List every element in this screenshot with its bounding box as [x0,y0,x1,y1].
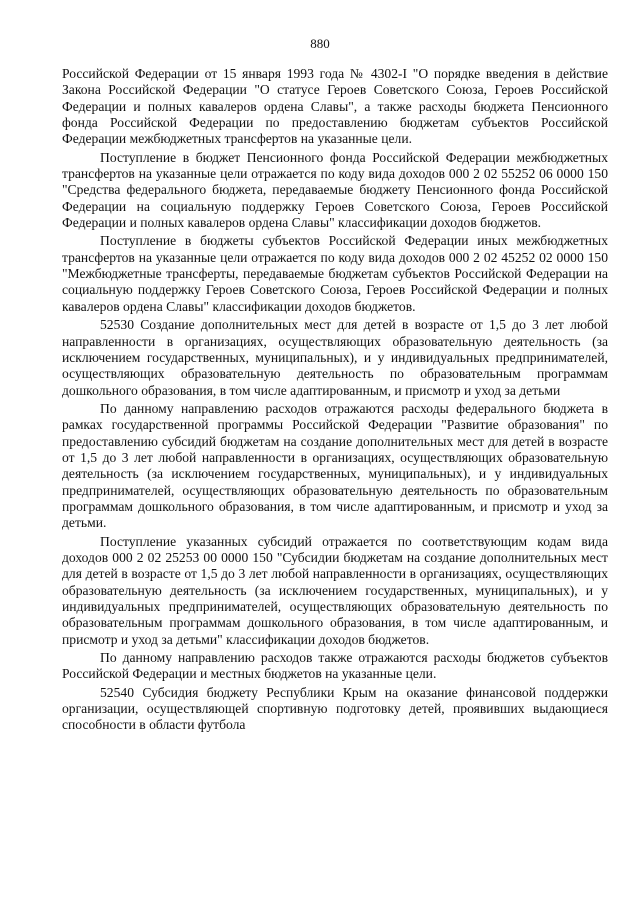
paragraph-3: Поступление в бюджеты субъектов Российской Федерации иных межбюджетных трансфертов на указанные цели отражается по коду вида доходов 000 2 02 45252 02 0000 150 "Межбюджетные трансферты, передаваемые бюджетам субъектов Российской Федерации на социальную поддержку Героев Советского Союза, Героев Российской Федерации и полных кавалеров ордена Славы" классификации доходов бюджетов. [62,233,608,314]
paragraph-7: По данному направлению расходов также отражаются расходы бюджетов субъектов Российской Федерации и местных бюджетов на указанные цели. [62,650,608,682]
document-body [62,66,608,736]
paragraph-4-heading-52530: 52530 Создание дополнительных мест для детей в возрасте от 1,5 до 3 лет любой направленности в организациях, осуществляющих образовательную деятельность (за исключением государственных, муниципальных), и у индивидуальных предпринимателей, осуществляющих образовательную деятельность по образовательным программам дошкольного образования, в том числе адаптированным, и присмотр и уход за детьми [62,317,608,398]
paragraph-8-heading-52540: 52540 Субсидия бюджету Республики Крым на оказание финансовой поддержки организации, осуществляющей спортивную подготовку детей, проявивших выдающиеся способности в области футбола [62,684,608,733]
paragraph-6: Поступление указанных субсидий отражается по соответствующим кодам вида доходов 000 2 02 25253 00 0000 150 "Субсидии бюджетам на создание дополнительных мест для детей в возрасте от 1,5 до 3 лет любой направленности в организациях, осуществляющих образовательную деятельность (за исключением государственных, муниципальных), и у индивидуальных предпринимателей, осуществляющих образовательную деятельность по образовательным программам дошкольного образования, в том числе адаптированным, и присмотр и уход за детьми" классификации доходов бюджетов. [62,533,608,647]
page-number: 880 [310,36,330,51]
paragraph-2: Поступление в бюджет Пенсионного фонда Российской Федерации межбюджетных трансфертов на указанные цели отражается по коду вида доходов 000 2 02 55252 06 0000 150 "Средства федерального бюджета, передаваемые бюджету Пенсионного фонда Российской Федерации на социальную поддержку Героев Советского Союза, Героев Российской Федерации и полных кавалеров ордена Славы" классификации доходов бюджетов. [62,149,608,231]
paragraph-5: По данному направлению расходов отражаются расходы федерального бюджета в рамках государственной программы Российской Федерации "Развитие образования" по предоставлению субсидий бюджетам на создание дополнительных мест для детей в возрасте от 1,5 до 3 лет любой направленности в организациях, осуществляющих образовательную деятельность (за исключением государственных, муниципальных), и у индивидуальных предпринимателей, осуществляющих образовательную деятельность по образовательным программам дошкольного образования, в том числе адаптированным, и присмотр и уход за детьми. [62,400,608,531]
paragraph-1: Российской Федерации от 15 января 1993 года № 4302-I "О порядке введения в действие Закона Российской Федерации "О статусе Героев Советского Союза, Героев Российской Федерации и полных кавалеров ордена Славы", а также расходы бюджета Пенсионного фонда Российской Федерации по предоставлению бюджетам субъектов Российской Федерации межбюджетных трансфертов на указанные цели. [62,66,608,147]
